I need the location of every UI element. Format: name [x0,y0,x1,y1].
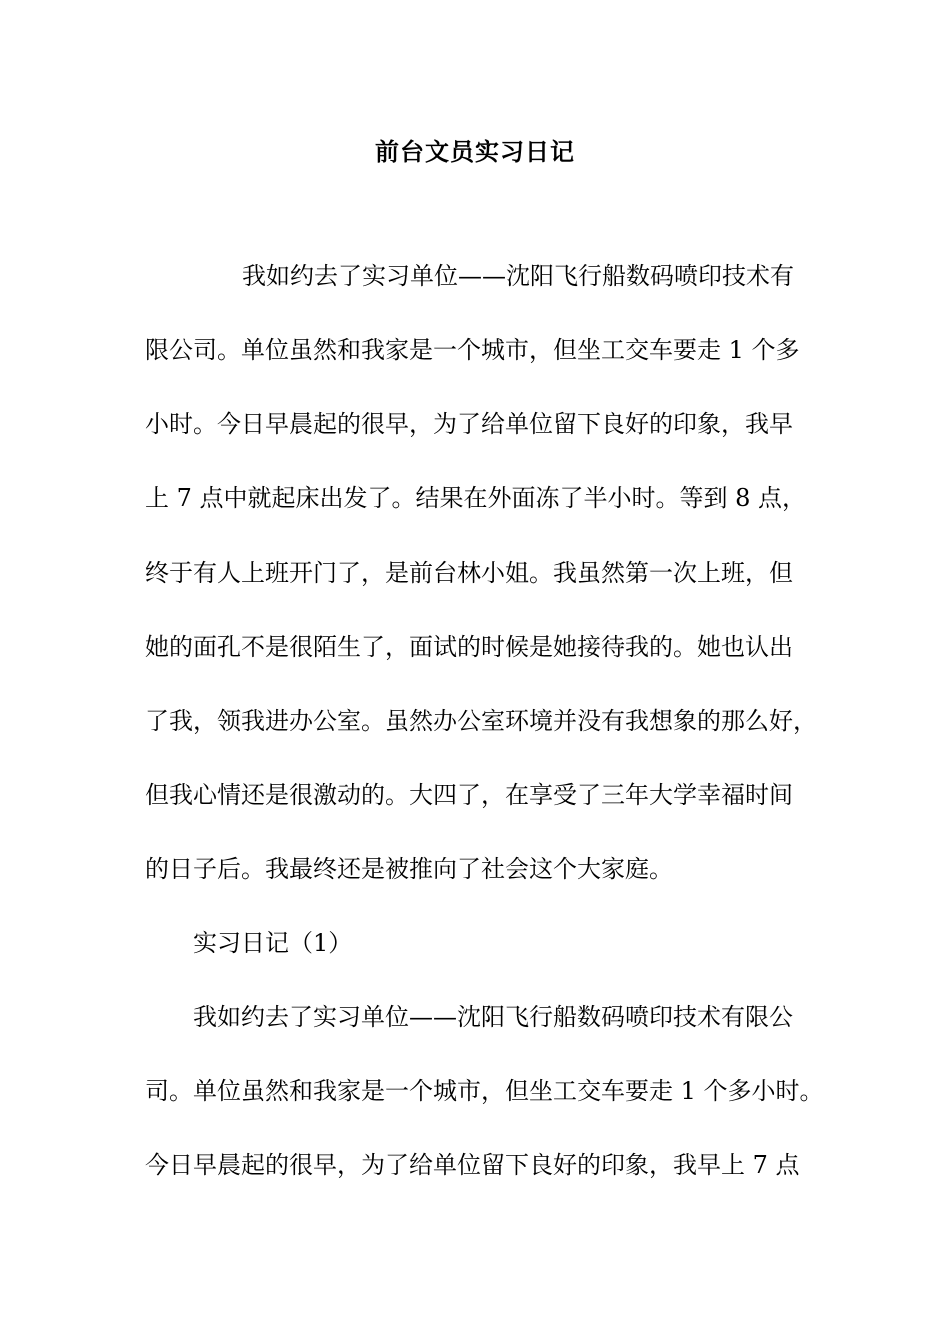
paragraph-line: 了我，领我进办公室。虽然办公室环境并没有我想象的那么好， [145,707,817,735]
paragraph-line: 上 7 点中就起床出发了。结果在外面冻了半小时。等到 8 点， [145,484,807,512]
paragraph-line: 今日早晨起的很早，为了给单位留下良好的印象，我早上 7 点 [145,1151,800,1179]
paragraph-line: 她的面孔不是很陌生了，面试的时候是她接待我的。她也认出 [145,633,793,661]
paragraph-line: 小时。今日早晨起的很早，为了给单位留下良好的印象，我早 [145,410,793,438]
document-title: 前台文员实习日记 [375,137,575,166]
paragraph-line: 限公司。单位虽然和我家是一个城市，但坐工交车要走 1 个多 [145,336,800,364]
paragraph-line: 终于有人上班开门了，是前台林小姐。我虽然第一次上班，但 [145,559,793,587]
paragraph-line: 我如约去了实习单位——沈阳飞行船数码喷印技术有限公 [193,1003,793,1031]
paragraph-line: 但我心情还是很激动的。大四了，在享受了三年大学幸福时间 [145,781,793,809]
paragraph-line: 的日子后。我最终还是被推向了社会这个大家庭。 [145,855,673,883]
paragraph-line: 我如约去了实习单位——沈阳飞行船数码喷印技术有 [242,262,794,290]
section-heading: 实习日记（1） [193,929,353,957]
paragraph-line: 司。单位虽然和我家是一个城市，但坐工交车要走 1 个多小时。 [145,1077,824,1105]
